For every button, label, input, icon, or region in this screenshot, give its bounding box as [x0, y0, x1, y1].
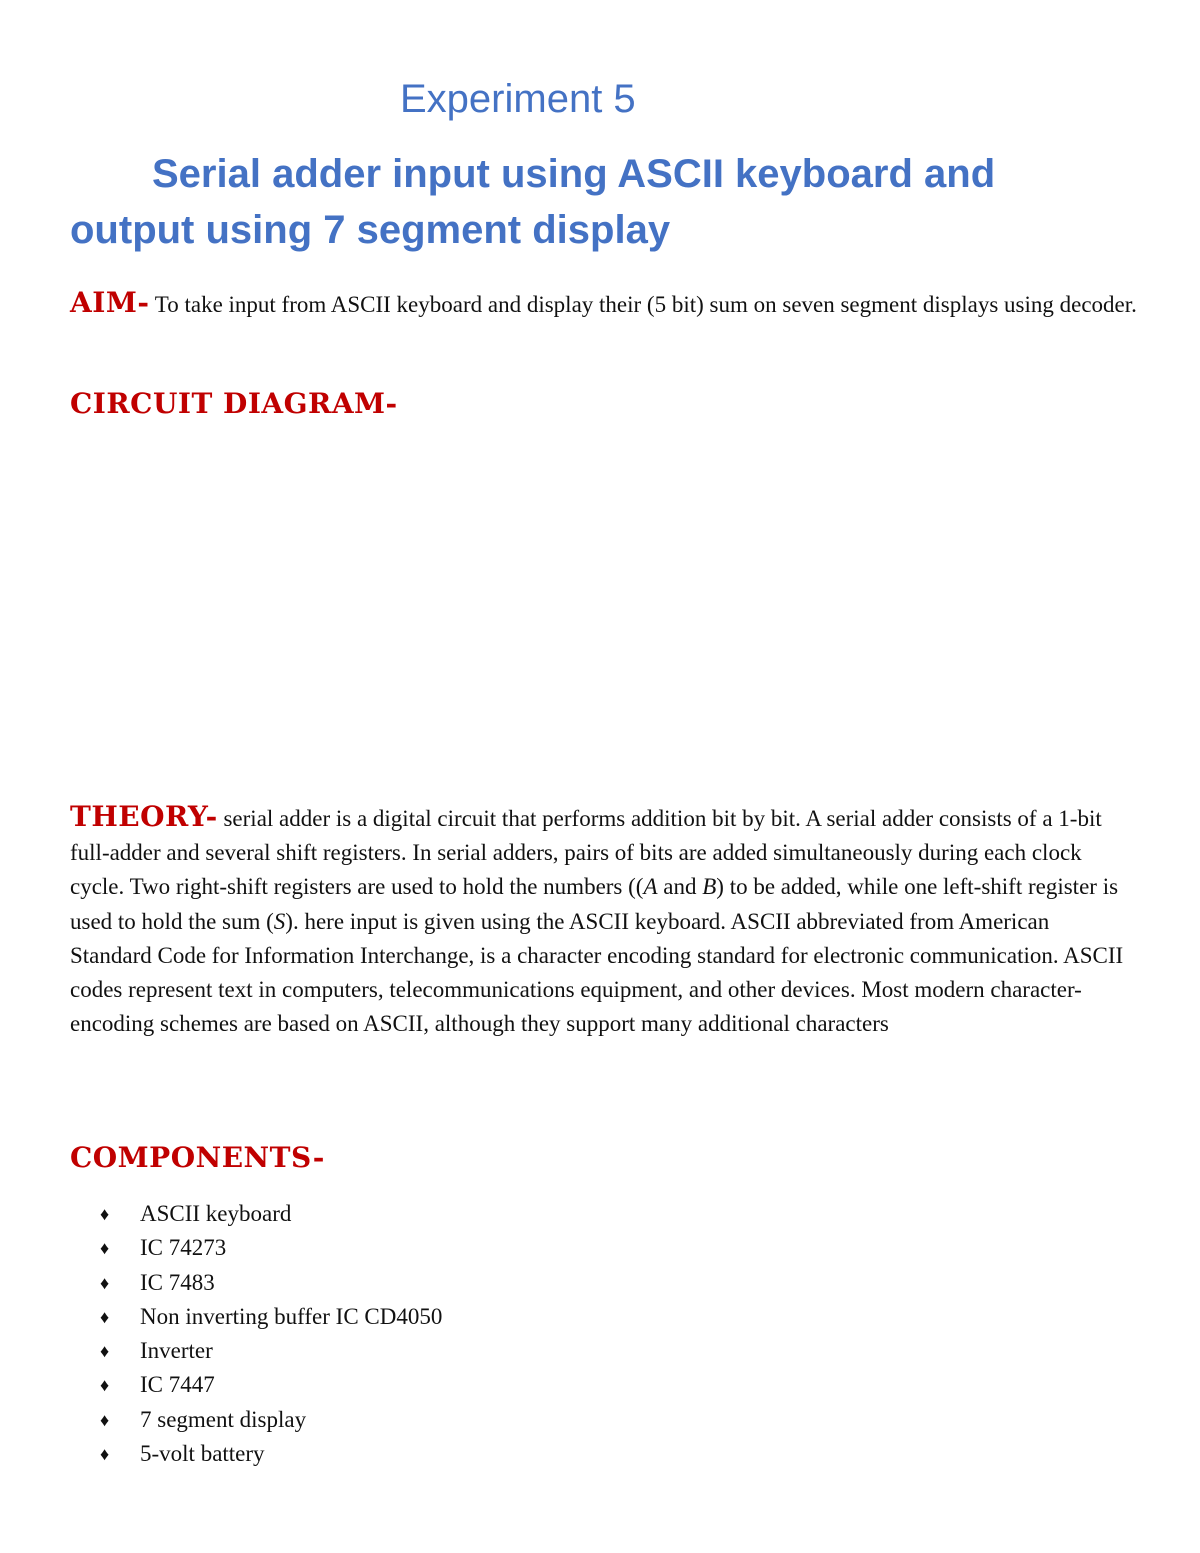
theory-heading: THEORY-	[70, 800, 218, 833]
aim-paragraph	[70, 284, 1140, 324]
diamond-bullet-icon: ♦	[100, 1444, 110, 1465]
diamond-bullet-icon: ♦	[100, 1409, 110, 1430]
theory-variable-s: S	[273, 908, 286, 934]
list-item	[100, 1368, 442, 1402]
theory-variable-b: B	[702, 874, 717, 900]
component-label: Non inverting buffer IC CD4050	[140, 1303, 443, 1329]
components-list	[100, 1197, 442, 1471]
list-item	[100, 1266, 442, 1300]
theory-text-part-1: serial adder is a digital circuit that performs addition bit by bit. A serial adder consists of a 1-bit full-adder and several shift registers. In serial adders, pairs of bits are added simultaneously during each clock cycle. Two right-shift registers are used to hold the numbers ((	[70, 806, 1102, 900]
experiment-title: Experiment 5	[400, 77, 636, 121]
theory-paragraph	[70, 800, 1130, 1041]
diamond-bullet-icon: ♦	[100, 1341, 110, 1362]
theory-text-part-3: ) to be added, while one left-shift register is used to hold the sum (	[70, 874, 1119, 934]
component-label: IC 7447	[140, 1372, 215, 1398]
theory-text-part-2: and	[657, 874, 703, 900]
list-item	[100, 1334, 442, 1368]
components-heading: COMPONENTS-	[70, 1141, 325, 1174]
list-item	[100, 1403, 442, 1437]
aim-text: To take input from ASCII keyboard and display their (5 bit) sum on seven segment displays using decoder.	[149, 292, 1137, 317]
diamond-bullet-icon: ♦	[100, 1272, 110, 1293]
list-item	[100, 1437, 442, 1471]
diamond-bullet-icon: ♦	[100, 1375, 110, 1396]
aim-heading: AIM-	[70, 286, 150, 319]
diamond-bullet-icon: ♦	[100, 1306, 110, 1327]
component-label: 7 segment display	[140, 1406, 307, 1432]
component-label: 5-volt battery	[140, 1441, 265, 1467]
experiment-subtitle: Serial adder input using ASCII keyboard and output using 7 segment display	[70, 152, 996, 252]
component-label: IC 74273	[140, 1235, 227, 1261]
circuit-diagram-area	[70, 440, 1130, 780]
list-item	[100, 1197, 442, 1231]
theory-text-part-4: ). here input is given using the ASCII keyboard. ASCII abbreviated from American Standard Code for Information Interchange, is a character encoding standard for electronic communication. ASCII codes represent text in computers, telecommunications equipment, and other devices. Most modern character-encoding schemes are based on ASCII, although they support many additional characters	[70, 908, 1124, 1037]
component-label: ASCII keyboard	[140, 1201, 292, 1226]
diamond-bullet-icon: ♦	[100, 1238, 110, 1259]
theory-variable-a: A	[643, 874, 658, 900]
component-label: IC 7483	[140, 1269, 215, 1295]
diamond-bullet-icon: ♦	[100, 1204, 110, 1224]
component-label: Inverter	[140, 1338, 213, 1364]
circuit-diagram-heading: CIRCUIT DIAGRAM-	[70, 387, 398, 420]
list-item	[100, 1300, 442, 1334]
list-item	[100, 1231, 442, 1265]
